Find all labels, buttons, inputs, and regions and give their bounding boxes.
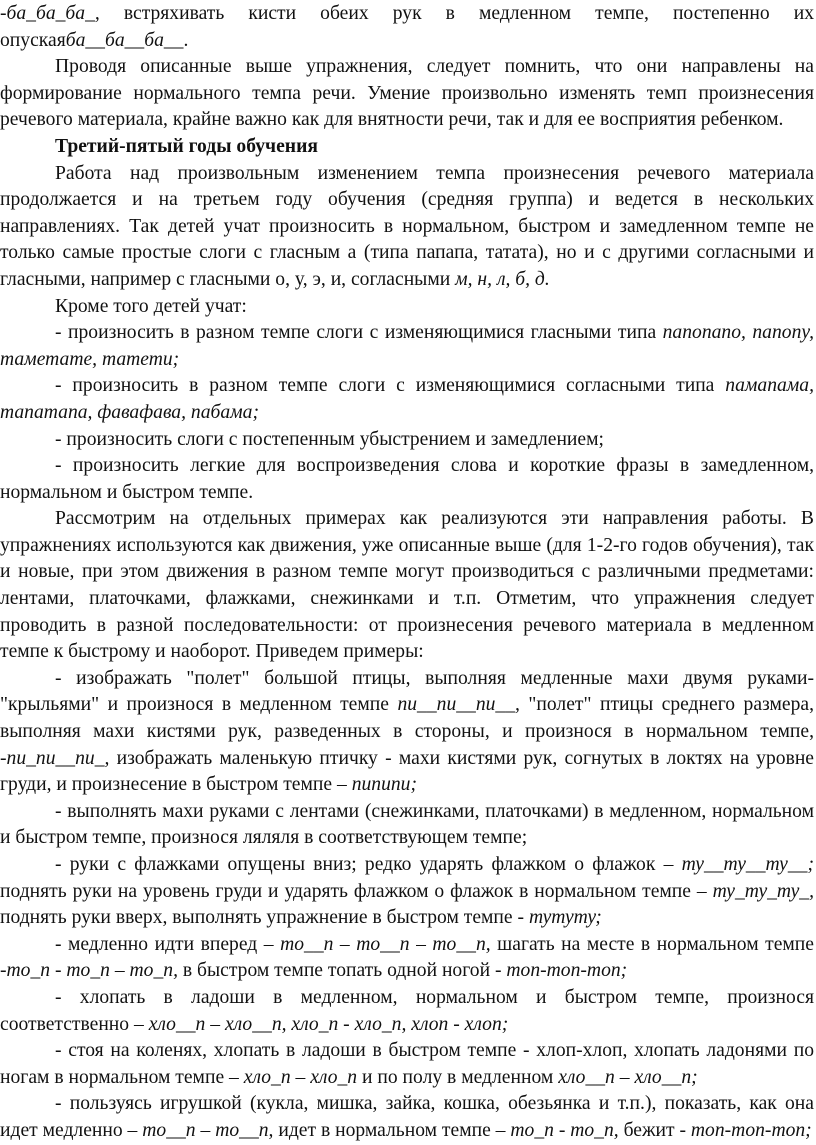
paragraph [0,1038,814,1091]
text-run: бежит - [618,1119,691,1141]
paragraph [0,54,814,134]
text-run: - руки с флажками опущены вниз; редко ударять флажком о флажок – [55,854,682,875]
italic-text: хло_п – хло_п [243,1066,358,1088]
text-run: Проводя описанные выше упражнения, следует помнить, что они направлены на формирование нормального темпа речи. Умение произвольно изменять темп произнесения речевого материала, крайне важно как для внятности речи, так и для ее восприятия ребенком. [0,56,814,131]
text-run: шагать на месте в нормальном темпе - [0,933,814,982]
text-run: - изображать "полет" большой птицы, выполняя медленные махи двумя руками-"крыльями" и произнося в медленном темпе [0,667,814,716]
italic-text: ту_ту_ту_, [712,880,814,902]
italic-text: -пи_пи__пи_, [0,747,110,769]
text-run: - произносить легкие для воспроизведения слова и короткие фразы в замедленном, нормальном и быстром темпе. [0,455,814,503]
paragraph [0,932,814,985]
italic-text: то__п – то__п, [142,1119,274,1141]
paragraph [0,373,814,426]
text-run: - медленно идти вперед – [55,933,281,955]
paragraph [0,161,814,294]
text-run: - стоя на коленях, хлопать в ладоши в быстром темпе - хлоп-хлоп, хлопать ладонями по ногам в нормальном темпе – [0,1040,814,1088]
text-run: . [183,29,189,51]
italic-text: пипипи; [351,774,417,796]
text-run: встряхивать кисти обеих рук в медленном темпе, постепенно их опуская [0,3,814,51]
italic-text: топ-топ-топ; [690,1119,812,1141]
paragraph [0,320,814,373]
italic-text: ба__ба__ба__ [65,29,184,51]
paragraph [0,506,814,666]
paragraph [0,427,814,454]
paragraph [0,985,814,1038]
text-run: - произносить в разном темпе слоги с изменяющимися гласными типа [55,322,663,344]
text-run: "полет" птицы среднего размера, выполняя махи кистями рук, разведенных в стороны, и произнося в нормальном темпе, [0,694,814,743]
italic-text: хло__п – хло__п, хло_п - хло_п, хлоп - хлоп; [148,1013,509,1035]
paragraph [0,799,814,852]
text-run: и по полу в медленном [357,1066,559,1088]
text-run: поднять руки вверх, выполнять упражнение в быстром темпе - [0,907,529,929]
text-run: в быстром темпе топать одной ногой - [177,960,507,982]
italic-text: ба_ба_ба_, [6,3,100,24]
italic-text: ту__ту__ту__; [681,854,814,875]
text-run: поднять руки на уровень груди и ударять флажком о флажок в нормальном темпе – [0,880,713,902]
italic-text: папопапо, папопу, таметате, татети; [0,322,814,370]
paragraph [0,1,814,54]
italic-text: топ-топ-топ; [506,960,628,982]
paragraph [0,666,814,799]
italic-text: хло__п – хло__п; [558,1066,698,1088]
paragraph [0,453,814,506]
italic-text: то__п – то__п – то__п, [280,933,491,955]
text-run: - произносить слоги с постепенным убыстрением и замедлением; [55,428,604,450]
text-run: - произносить в разном темпе слоги с изменяющимися согласными типа [55,375,726,397]
italic-text: памапама, тапатапа, фавафава, пабама; [0,375,814,423]
text-run: - хлопать в ладоши в медленном, нормальном и быстром темпе, произнося соответственно – [0,986,814,1035]
italic-text: тутуту; [528,907,602,929]
paragraph [0,852,814,932]
text-run: Рассмотрим на отдельных примерах как реализуются эти направления работы. В упражнениях используются как движения, уже описанные выше (для 1-2-го годов обучения), так и новые, при этом движения в разном темпе могут производиться с различными предметами: лентами, платочками, флажками, снежинками и т.п. Отметим, что упражнения следует проводить в разной последовательности: от произнесения речевого материала в медленном темпе к быстрому и наоборот. Приведем примеры: [0,508,814,663]
paragraph [0,1091,814,1144]
text-run: - [0,3,7,24]
text-run: идет в нормальном темпе – [273,1119,511,1141]
italic-text: то_п - то_п – то_п, [6,960,178,982]
text-run: изображать маленькую птичку - махи кистями рук, согнутых в локтях на уровне груди, и произнесение в быстром темпе – [0,747,814,796]
italic-text: пи__пи__пи__, [397,694,520,716]
text-run: - пользуясь игрушкой (кукла, мишка, зайка, кошка, обезьянка и т.п.), показать, как она идет медленно – [0,1093,814,1141]
text-run: - выполнять махи руками с лентами (снежинками, платочками) в медленном, нормальном и быстром темпе, произнося ляляля в соответствующем темпе; [0,800,814,849]
text-run: Кроме того детей учат: [55,295,247,317]
text-run: Работа над произвольным изменением темпа произнесения речевого материала продолжается и на третьем году обучения (средняя группа) и ведется в нескольких направлениях. Так детей учат произносить в нормальном, быстром и замедленном темпе не только самые простые слоги с гласным а (типа папапа, татата), но и с другими согласными и гласными, например с гласными о, у, э, и, согласными [0,162,814,290]
text-run: Третий-пятый годы обучения [55,135,318,157]
italic-text: то_п - то_п, [510,1119,619,1141]
italic-text: м, н, л, б, д. [455,268,550,290]
section-heading [0,134,814,161]
paragraph [0,294,814,321]
